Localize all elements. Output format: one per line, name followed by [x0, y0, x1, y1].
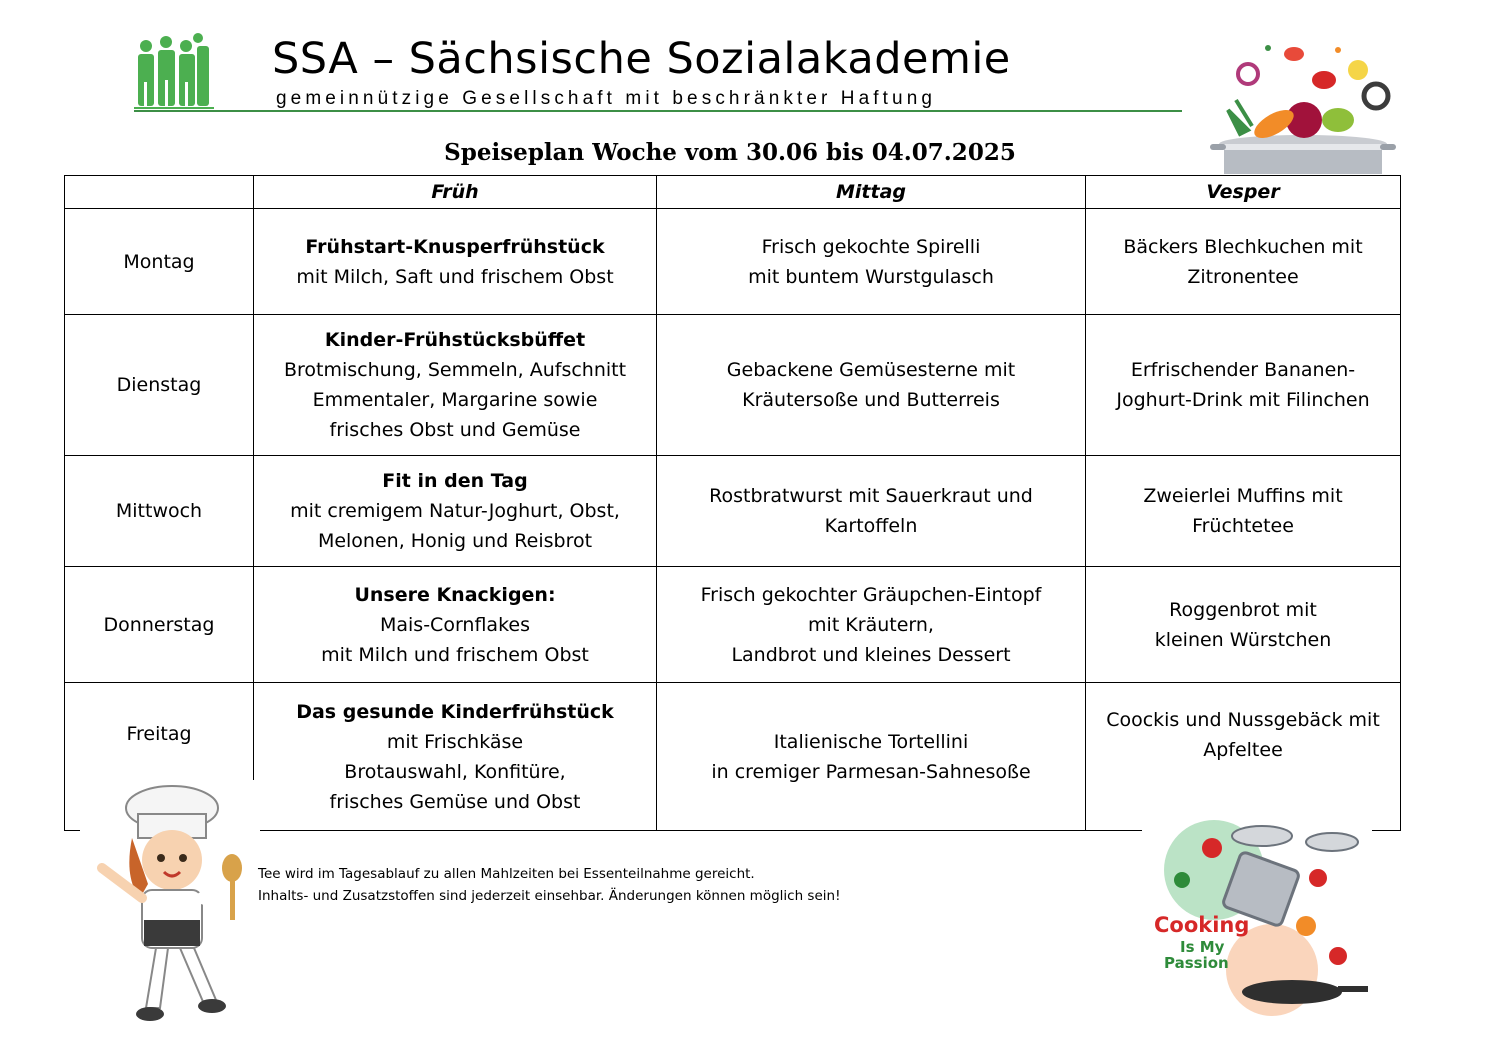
frueh-cell [254, 315, 657, 456]
mittag-cell [657, 456, 1086, 567]
frueh-title: Kinder-Frühstücksbüffet [324, 329, 586, 351]
column-header-vesper: Vesper [1086, 176, 1401, 209]
badge-line-3: Passion [1164, 954, 1229, 972]
vesper-cell [1086, 209, 1401, 315]
family-logo-icon [134, 32, 214, 110]
frueh-cell [254, 456, 657, 567]
column-header-frueh: Früh [254, 176, 657, 209]
frueh-line: Emmentaler, Margarine sowie [312, 389, 598, 411]
table-row [65, 456, 1401, 567]
frueh-title: Frühstart-Knusperfrühstück [305, 235, 605, 258]
frueh-cell [254, 683, 657, 831]
frueh-line: Brotmischung, Semmeln, Aufschnitt [283, 359, 627, 381]
frueh-line: mit cremigem Natur-Joghurt, Obst, [290, 500, 620, 522]
vesper-line: kleinen Würstchen [1154, 628, 1332, 651]
mittag-line: Landbrot und kleines Dessert [731, 643, 1011, 666]
vesper-line: Bäckers Blechkuchen mit [1123, 235, 1363, 258]
day-label: Montag [65, 209, 254, 315]
frueh-title: Fit in den Tag [382, 470, 528, 492]
org-subtitle: gemeinnützige Gesellschaft mit beschränkter Haftung [276, 88, 937, 109]
vesper-line: Zitronentee [1187, 265, 1299, 288]
vesper-cell [1086, 567, 1401, 683]
day-label: Dienstag [65, 315, 254, 456]
frueh-line: frisches Gemüse und Obst [329, 790, 581, 813]
mittag-line: mit Kräutern, [808, 613, 934, 636]
frueh-line: frisches Obst und Gemüse [329, 419, 581, 441]
mittag-line: in cremiger Parmesan-Sahnesoße [711, 760, 1031, 783]
mittag-line: Rostbratwurst mit Sauerkraut und [709, 485, 1033, 507]
frueh-line: mit Milch, Saft und frischem Obst [296, 265, 614, 288]
frueh-line: mit Frischkäse [386, 730, 524, 753]
plan-title: Speiseplan Woche vom 30.06 bis 04.07.2025 [444, 139, 1016, 166]
mittag-cell [657, 209, 1086, 315]
mittag-cell [657, 683, 1086, 831]
mittag-line: Frisch gekochte Spirelli [761, 235, 981, 258]
vesper-line: Roggenbrot mit [1169, 598, 1317, 621]
mittag-line: Gebackene Gemüsesterne mit [726, 359, 1016, 381]
vesper-line: Zweierlei Muffins mit [1143, 485, 1343, 507]
vesper-cell [1086, 315, 1401, 456]
frueh-title: Das gesunde Kinderfrühstück [296, 700, 614, 723]
vesper-line: Früchtetee [1192, 515, 1294, 537]
frueh-title: Unsere Knackigen: [354, 583, 556, 606]
header-divider [134, 110, 1182, 112]
frueh-line: Brotauswahl, Konfitüre, [344, 760, 566, 783]
frueh-line: mit Milch und frischem Obst [321, 643, 589, 666]
mittag-line: Italienische Tortellini [773, 730, 969, 753]
mittag-cell [657, 567, 1086, 683]
column-header-mittag: Mittag [657, 176, 1086, 209]
mittag-line: Kartoffeln [824, 515, 918, 537]
menu-table [64, 175, 1401, 831]
vesper-line: Apfeltee [1203, 739, 1283, 761]
vesper-cell [1086, 456, 1401, 567]
table-header-row [65, 176, 1401, 209]
badge-line-2: Is My [1180, 938, 1225, 956]
mittag-line: mit buntem Wurstgulasch [748, 265, 994, 288]
note-allergens: Inhalts- und Zusatzstoffen sind jederzeit einsehbar. Änderungen können möglich sein! [258, 888, 841, 904]
table-row [65, 209, 1401, 315]
org-title: SSA – Sächsische Sozialakademie [272, 34, 1011, 84]
day-label: Donnerstag [65, 567, 254, 683]
note-tea: Tee wird im Tagesablauf zu allen Mahlzeiten bei Essenteilnahme gereicht. [258, 866, 755, 882]
frueh-cell [254, 209, 657, 315]
cooking-passion-icon [1142, 800, 1372, 1028]
header-corner [65, 176, 254, 209]
frueh-line: Mais-Cornflakes [379, 613, 530, 636]
vesper-line: Coockis und Nussgebäck mit [1106, 709, 1380, 731]
frueh-line: Melonen, Honig und Reisbrot [317, 530, 593, 552]
mittag-cell [657, 315, 1086, 456]
day-label: Mittwoch [65, 456, 254, 567]
mittag-line: Kräutersoße und Butterreis [742, 389, 1000, 411]
chef-girl-icon [80, 780, 260, 1030]
vegetable-pot-icon [1208, 40, 1398, 176]
vesper-line: Joghurt-Drink mit Filinchen [1116, 389, 1370, 411]
badge-line-1: Cooking [1154, 913, 1250, 937]
frueh-cell [254, 567, 657, 683]
vesper-line: Erfrischender Bananen- [1130, 359, 1356, 381]
table-row [65, 567, 1401, 683]
table-row [65, 315, 1401, 456]
day-label: Freitag [65, 683, 254, 831]
mittag-line: Frisch gekochter Gräupchen-Eintopf [700, 583, 1042, 606]
